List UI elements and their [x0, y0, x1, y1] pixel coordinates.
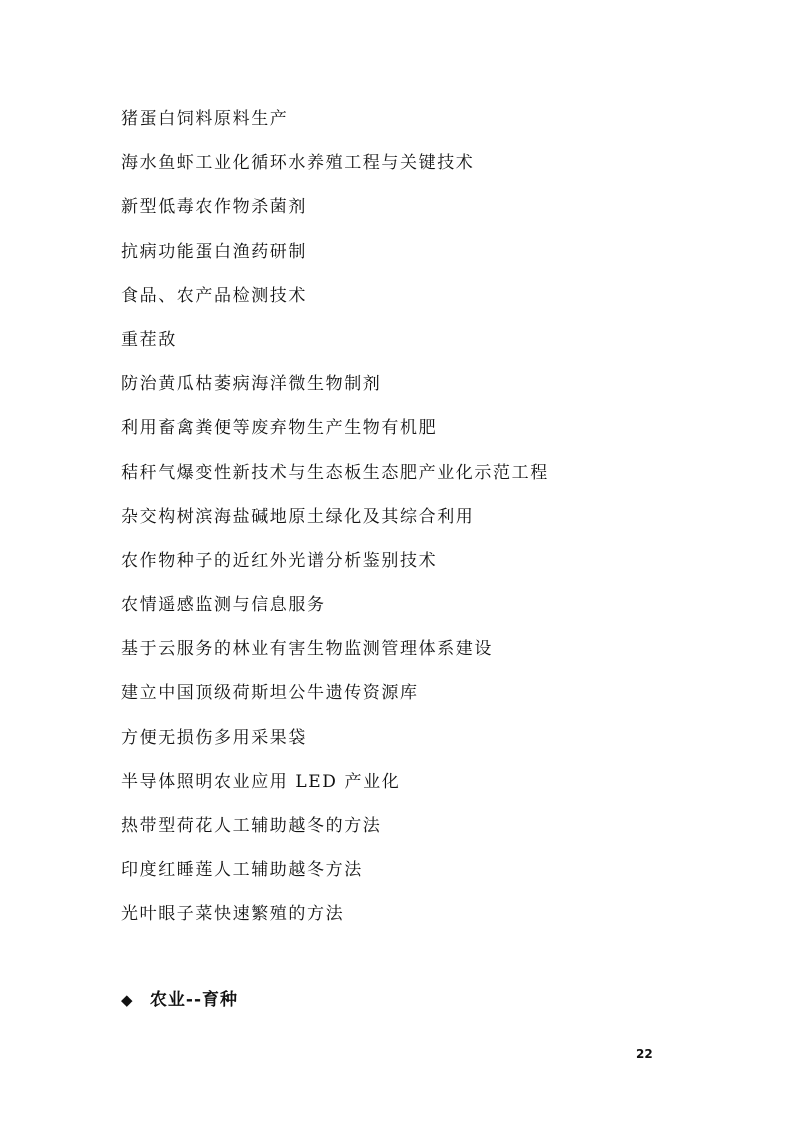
list-item: 基于云服务的林业有害生物监测管理体系建设	[121, 639, 493, 660]
list-item: 猪蛋白饲料原料生产	[121, 109, 289, 129]
page-number: 22	[636, 1047, 653, 1061]
list-item: 杂交构树滨海盐碱地原土绿化及其综合利用	[121, 506, 475, 527]
list-item: 光叶眼子菜快速繁殖的方法	[121, 904, 345, 925]
list-item: 农情遥感监测与信息服务	[121, 595, 326, 616]
list-item: 印度红睡莲人工辅助越冬方法	[121, 860, 363, 881]
diamond-bullet-icon: ◆	[121, 991, 134, 1009]
list-item: 农作物种子的近红外光谱分析鉴别技术	[121, 550, 438, 571]
list-item: 重茬敌	[121, 329, 177, 350]
list-item: 秸秆气爆变性新技术与生态板生态肥产业化示范工程	[121, 462, 549, 483]
list-item: 半导体照明农业应用 LED 产业化	[121, 771, 401, 792]
list-item: 热带型荷花人工辅助越冬的方法	[121, 816, 382, 836]
list-item: 方便无损伤多用采果袋	[121, 727, 307, 748]
list-item: 利用畜禽粪便等废弃物生产生物有机肥	[121, 418, 438, 439]
section-heading	[121, 985, 238, 1015]
technology-list	[121, 104, 549, 944]
section-title: 农业--育种	[149, 990, 239, 1010]
list-item: 防治黄瓜枯萎病海洋微生物制剂	[121, 374, 382, 395]
list-item: 食品、农产品检测技术	[121, 285, 307, 306]
list-item: 建立中国顶级荷斯坦公牛遗传资源库	[121, 683, 419, 704]
list-item: 海水鱼虾工业化循环水养殖工程与关键技术	[121, 153, 475, 174]
list-item: 新型低毒农作物杀菌剂	[121, 197, 307, 218]
list-item: 抗病功能蛋白渔药研制	[121, 241, 307, 262]
